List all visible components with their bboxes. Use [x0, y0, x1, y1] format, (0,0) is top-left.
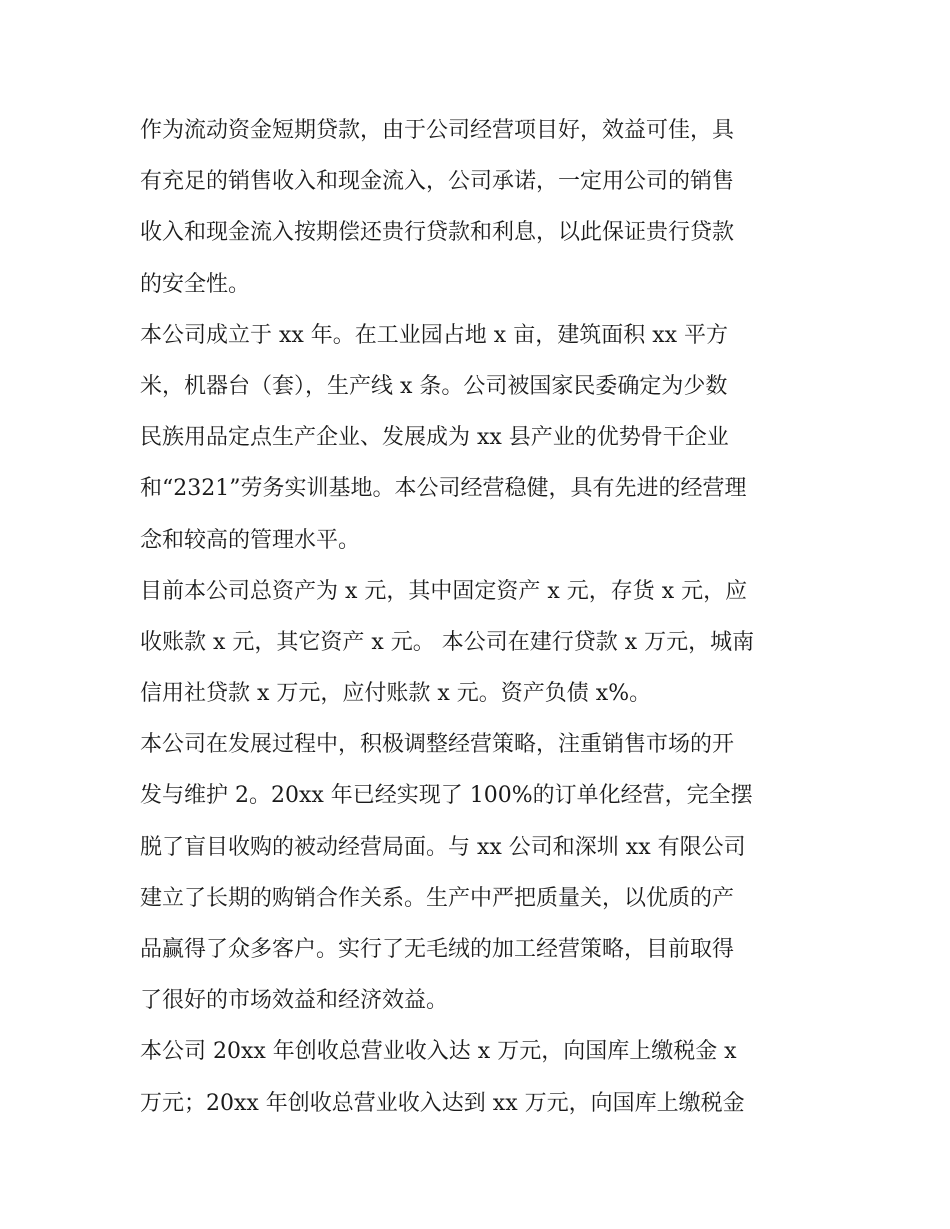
- text-line: 发与维护 2。20xx 年已经实现了 100%的订单化经营，完全摆: [140, 783, 753, 809]
- text-line: 本公司 20xx 年创收总营业收入达 x 万元，向国库上缴税金 x: [140, 1039, 737, 1065]
- text-line: 有充足的销售收入和现金流入，公司承诺，一定用公司的销售: [140, 169, 735, 195]
- text-line: 了很好的市场效益和经济效益。: [140, 988, 449, 1014]
- body-text: [140, 105, 820, 1129]
- text-line: 米，机器台（套），生产线 x 条。公司被国家民委确定为少数: [140, 373, 728, 399]
- text-line: 建立了长期的购销合作关系。生产中严把质量关，以优质的产: [140, 885, 735, 911]
- text-line: 收账款 x 元，其它资产 x 元。 本公司在建行贷款 x 万元，城南: [140, 629, 755, 655]
- text-line: 目前本公司总资产为 x 元，其中固定资产 x 元，存货 x 元，应: [140, 578, 748, 604]
- text-line: 和“2321”劳务实训基地。本公司经营稳健，具有先进的经营理: [140, 476, 747, 502]
- text-line: 信用社贷款 x 万元，应付账款 x 元。资产负债 x%。: [140, 681, 652, 707]
- text-line: 脱了盲目收购的被动经营局面。与 xx 公司和深圳 xx 有限公司: [140, 834, 746, 860]
- text-line: 作为流动资金短期贷款，由于公司经营项目好，效益可佳，具: [140, 118, 735, 143]
- text-line: 万元；20xx 年创收总营业收入达到 xx 万元，向国库上缴税金: [140, 1090, 745, 1116]
- text-line: 的安全性。: [140, 271, 251, 297]
- text-line: 民族用品定点生产企业、发展成为 xx 县产业的优势骨干企业: [140, 425, 729, 451]
- text-line: 本公司在发展过程中，积极调整经营策略，注重销售市场的开: [140, 732, 735, 758]
- text-line: 本公司成立于 xx 年。在工业园占地 x 亩，建筑面积 xx 平方: [140, 322, 728, 348]
- text-line: 品赢得了众多客户。实行了无毛绒的加工经营策略，目前取得: [140, 937, 735, 962]
- text-line: 收入和现金流入按期偿还贵行贷款和利息，以此保证贵行贷款: [140, 220, 735, 246]
- text-line: 念和较高的管理水平。: [140, 527, 361, 553]
